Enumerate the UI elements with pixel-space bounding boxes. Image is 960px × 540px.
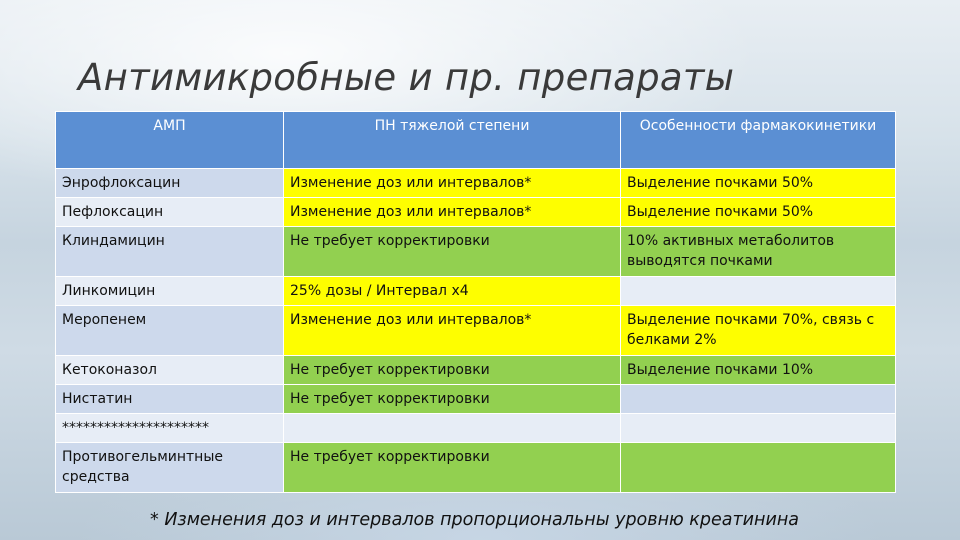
- pharmacokinetics-cell: Выделение почками 50%: [621, 198, 896, 227]
- renal-failure-cell: Не требует корректировки: [284, 227, 621, 277]
- renal-failure-cell: Изменение доз или интервалов*: [284, 169, 621, 198]
- renal-failure-cell: Не требует корректировки: [284, 356, 621, 385]
- renal-failure-cell: Изменение доз или интервалов*: [284, 198, 621, 227]
- table-row: [56, 385, 896, 414]
- table-row: [56, 443, 896, 493]
- header-amp: АМП: [56, 112, 284, 169]
- pharmacokinetics-cell: [621, 443, 896, 493]
- table-row: [56, 277, 896, 306]
- header-renal-failure: ПН тяжелой степени: [284, 112, 621, 169]
- drug-table: [55, 111, 896, 493]
- table-row: [56, 414, 896, 443]
- drug-name: Меропенем: [56, 306, 284, 356]
- header-pharmacokinetics: Особенности фармакокинетики: [621, 112, 896, 169]
- table-row: [56, 306, 896, 356]
- table-row: [56, 356, 896, 385]
- pharmacokinetics-cell: [621, 385, 896, 414]
- drug-name: Линкомицин: [56, 277, 284, 306]
- drug-name: Кетоконазол: [56, 356, 284, 385]
- pharmacokinetics-cell: Выделение почками 70%, связь с белками 2%: [621, 306, 896, 356]
- drug-name: Пефлоксацин: [56, 198, 284, 227]
- pharmacokinetics-cell: Выделение почками 10%: [621, 356, 896, 385]
- footnote: * Изменения доз и интервалов пропорциональны уровню креатинина: [150, 510, 800, 530]
- pharmacokinetics-cell: 10% активных метаболитов выводятся почками: [621, 227, 896, 277]
- table-row: [56, 227, 896, 277]
- table-header-row: [56, 112, 896, 169]
- pharmacokinetics-cell: [621, 414, 896, 443]
- renal-failure-cell: Изменение доз или интервалов*: [284, 306, 621, 356]
- renal-failure-cell: [284, 414, 621, 443]
- pharmacokinetics-cell: Выделение почками 50%: [621, 169, 896, 198]
- renal-failure-cell: 25% дозы / Интервал х4: [284, 277, 621, 306]
- drug-name: Энрофлоксацин: [56, 169, 284, 198]
- table-row: [56, 169, 896, 198]
- renal-failure-cell: Не требует корректировки: [284, 385, 621, 414]
- drug-name: *********************: [56, 414, 284, 443]
- drug-name: Нистатин: [56, 385, 284, 414]
- slide-title: Антимикробные и пр. препараты: [78, 56, 735, 99]
- pharmacokinetics-cell: [621, 277, 896, 306]
- renal-failure-cell: Не требует корректировки: [284, 443, 621, 493]
- drug-name: Противогельминтные средства: [56, 443, 284, 493]
- drug-name: Клиндамицин: [56, 227, 284, 277]
- table-row: [56, 198, 896, 227]
